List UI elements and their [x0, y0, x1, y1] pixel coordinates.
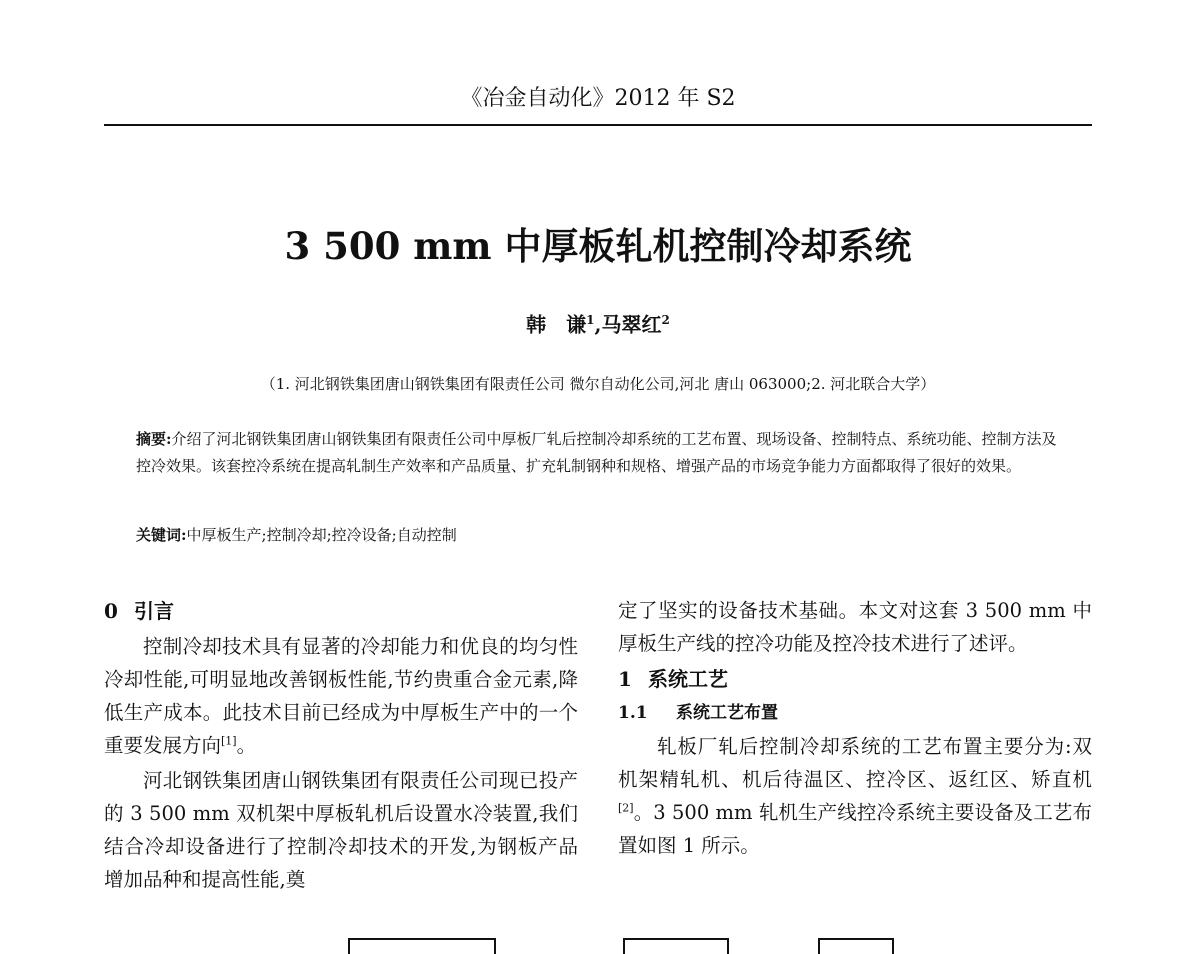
paragraph-text-end: 。3 500 mm 轧机生产线控冷系统主要设备及工艺布置如图 1 所示。 — [618, 801, 1093, 857]
citation-ref: [1] — [221, 734, 237, 748]
keywords-label: 关键词: — [136, 526, 187, 544]
paragraph-text: 轧板厂轧后控制冷却系统的工艺布置主要分为:双机架精轧机、机后待温区、控冷区、返红区、矫直机 — [618, 735, 1092, 791]
journal-header: 《冶金自动化》2012 年 S2 — [460, 86, 736, 111]
header-rule — [104, 124, 1092, 126]
abstract — [136, 426, 1066, 480]
section-title: 引言 — [134, 599, 174, 623]
author-separator: , — [594, 312, 602, 337]
left-column — [104, 594, 578, 898]
right-column — [618, 594, 1092, 864]
subsection-heading-process-layout — [618, 698, 1092, 728]
keywords — [136, 522, 1066, 549]
author-line — [104, 305, 1092, 340]
subsection-title: 系统工艺布置 — [676, 703, 778, 723]
body-paragraph — [618, 730, 1092, 862]
abstract-label: 摘要: — [136, 430, 172, 448]
paragraph-text: 控制冷却技术具有显著的冷却能力和优良的均匀性冷却性能,可明显地改善钢板性能,节约贵重合金元素,降低生产成本。此技术目前已经成为中厚板生产中的一个重要发展方向 — [104, 635, 578, 757]
section-title: 系统工艺 — [648, 667, 728, 691]
section-number: 1 — [618, 667, 632, 691]
author-name: 韩 谦 — [526, 312, 587, 337]
body-paragraph: 河北钢铁集团唐山钢铁集团有限责任公司现已投产的 3 500 mm 双机架中厚板轧机后设置水冷装置,我们结合冷却设备进行了控制冷却技术的开发,为钢板产品增加品种和提高性能,奠 — [104, 769, 578, 891]
abstract-text: 介绍了河北钢铁集团唐山钢铁集团有限责任公司中厚板厂轧后控制冷却系统的工艺布置、现场设备、控制特点、系统功能、控制方法及控冷效果。该套控冷系统在提高轧制生产效率和产品质量、扩充轧制钢种和规格、增强产品的市场竞争能力方面都取得了很好的效果。 — [136, 430, 1057, 475]
body-paragraph-continued: 定了坚实的设备技术基础。本文对这套 3 500 mm 中厚板生产线的控冷功能及控冷技术进行了述评。 — [618, 599, 1092, 655]
keywords-text: 中厚板生产;控制冷却;控冷设备;自动控制 — [186, 526, 457, 544]
author-affiliation-mark: 1 — [586, 313, 595, 327]
author-name: 马翠红 — [601, 312, 662, 337]
section-heading-introduction — [104, 594, 578, 628]
author-affiliation-mark: 2 — [661, 313, 670, 327]
subsection-number: 1.1 — [618, 703, 648, 723]
affiliation: （1. 河北钢铁集团唐山钢铁集团有限责任公司 微尔自动化公司,河北 唐山 063000;2. 河北联合大学） — [260, 375, 936, 393]
citation-ref: [2] — [618, 801, 634, 815]
paragraph-text-end: 。 — [236, 734, 257, 757]
section-number: 0 — [104, 599, 118, 623]
body-paragraph — [104, 630, 578, 762]
paper-title: 3 500 mm 中厚板轧机控制冷却系统 — [284, 224, 912, 268]
section-heading-system-process — [618, 662, 1092, 696]
